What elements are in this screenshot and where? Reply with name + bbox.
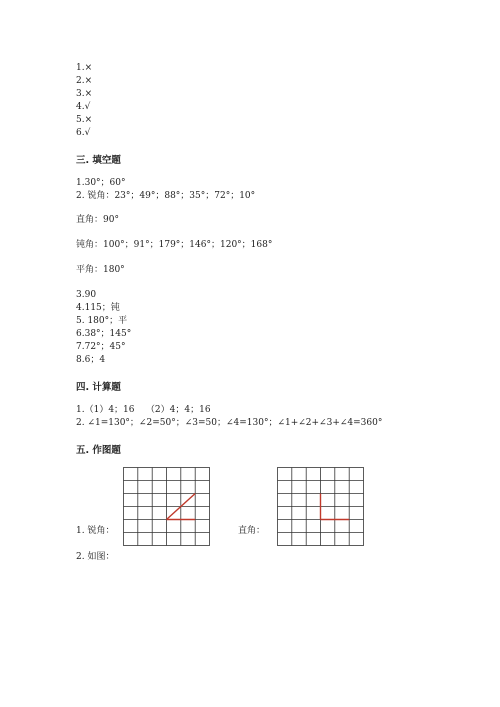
fill-answer-4: 4.115；钝 [76,303,120,313]
acute-angle-label: 1. 锐角： [76,526,115,536]
judge-answer-6: 6.√ [76,128,91,138]
section-5-heading: 五. 作图题 [76,445,121,456]
draw-answer-2: 2. 如图： [76,552,115,562]
calc-answer-2: 2. ∠1=130°；∠2=50°；∠3=50；∠4=130°；∠1+∠2+∠3+∠4=360° [76,418,383,428]
judge-answer-3: 3.× [76,89,93,99]
judge-answer-2: 2.× [76,76,93,86]
fill-answer-8: 8.6；4 [76,355,106,365]
fill-answer-straight-angle: 平角：180° [76,265,125,275]
grid-lines [124,468,210,546]
judge-answer-5: 5.× [76,115,93,125]
fill-answer-2-acute: 2. 锐角：23°；49°；88°；35°；72°；10° [76,191,256,201]
calc-answer-1: 1.（1）4；16 （2）4；4；16 [76,405,211,415]
fill-answer-6: 6.38°；145° [76,329,132,339]
fill-answer-1: 1.30°；60° [76,178,126,188]
fill-answer-5: 5. 180°；平 [76,316,128,326]
fill-answer-3: 3.90 [76,290,97,300]
fill-answer-7: 7.72°；45° [76,342,126,352]
section-3-heading: 三. 填空题 [76,155,121,166]
section-4-heading: 四. 计算题 [76,382,121,393]
judge-answer-1: 1.× [76,63,93,73]
fill-answer-obtuse-angle: 钝角：100°；91°；179°；146°；120°；168° [76,240,273,250]
right-angle-label: 直角： [238,526,266,536]
judge-answer-4: 4.√ [76,102,91,112]
acute-angle-grid [123,467,211,547]
fill-answer-right-angle: 直角：90° [76,215,119,225]
right-angle-grid [277,467,365,547]
